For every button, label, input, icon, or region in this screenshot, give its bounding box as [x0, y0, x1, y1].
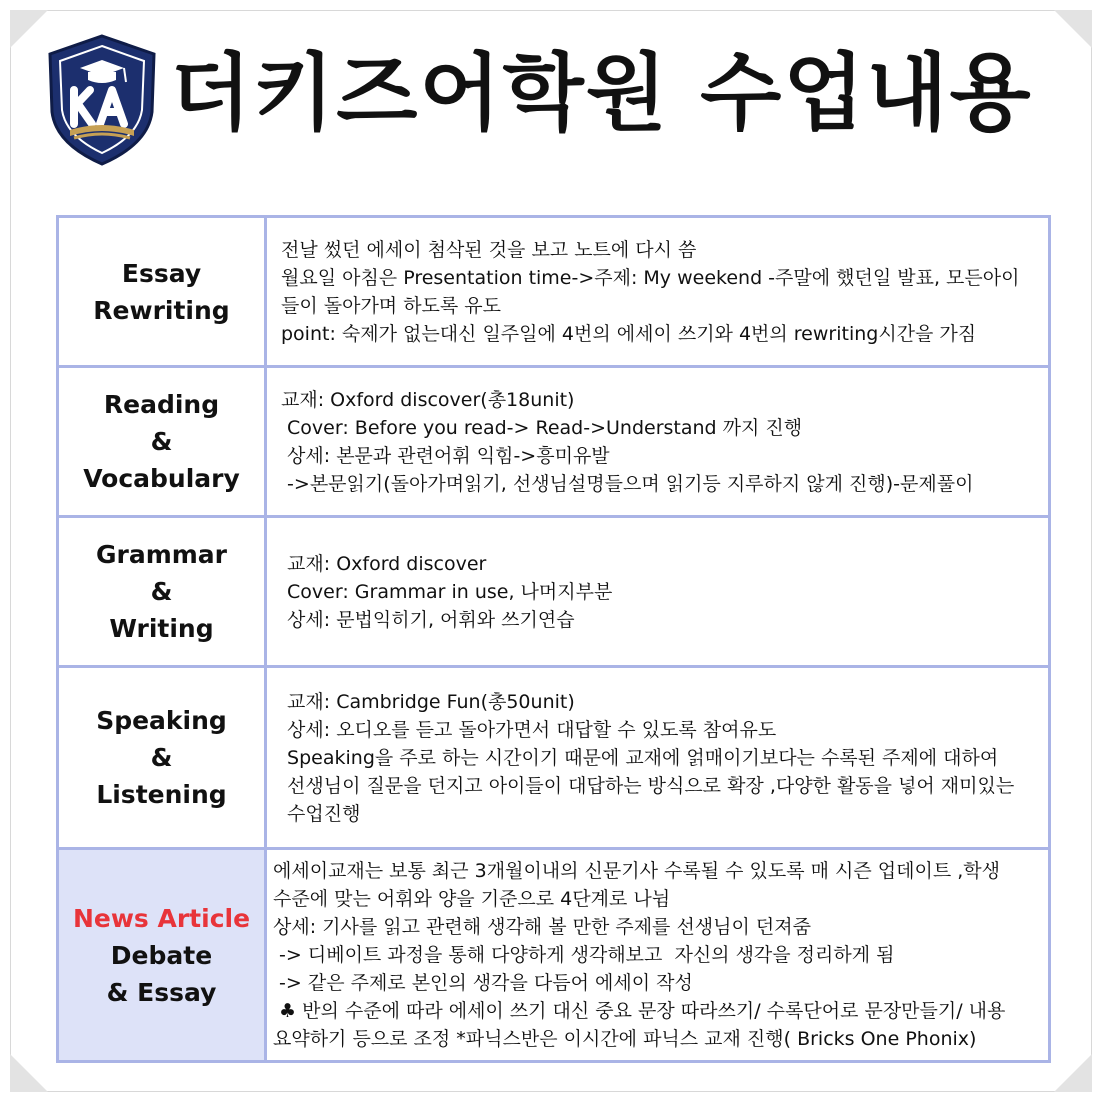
subject-cell — [58, 849, 266, 1062]
curriculum-table — [56, 215, 1051, 1063]
academy-shield-logo-icon — [44, 32, 160, 168]
page-corner-fold — [1054, 1054, 1092, 1092]
subject-label: Writing — [109, 614, 214, 643]
description-line: Cover: Grammar in use, 나머지부분 — [281, 580, 613, 603]
subject-label: Reading — [103, 390, 220, 419]
page-corner-fold — [10, 1054, 48, 1092]
description-line: 선생님이 질문을 던지고 아이들이 대답하는 방식으로 확장 ,다양한 활동을 넣어 재미있는 — [281, 774, 1015, 797]
description-line: 교재: Oxford discover(총18unit) — [281, 388, 575, 411]
description-line: 월요일 아침은 Presentation time->주제: My weekend -주말에 했던일 발표, 모든아이 — [281, 266, 1020, 289]
description-line: 교재: Oxford discover — [281, 552, 487, 575]
subject-cell — [58, 517, 266, 667]
description-line: ->본문읽기(돌아가며읽기, 선생님설명들으며 읽기등 지루하지 않게 진행)-문제풀이 — [281, 472, 974, 495]
description-line: 상세: 기사를 읽고 관련해 생각해 볼 만한 주제를 선생님이 던져줌 — [273, 916, 811, 938]
description-line: Cover: Before you read-> Read->Understand 까지 진행 — [281, 416, 803, 439]
description-line: 에세이교재는 보통 최근 3개월이내의 신문기사 수록될 수 있도록 매 시즌 업데이트 ,학생 — [273, 860, 1000, 882]
description-cell — [266, 217, 1050, 367]
description-line: 상세: 문법익히기, 어휘와 쓰기연습 — [281, 608, 575, 631]
page-corner-fold — [10, 10, 48, 48]
subject-label: Debate — [110, 940, 213, 970]
subject-label: Grammar — [95, 540, 228, 569]
page-corner-fold — [1054, 10, 1092, 48]
description-line: ♣ 반의 수준에 따라 에세이 쓰기 대신 중요 문장 따라쓰기/ 수록단어로 문장만들기/ 내용 — [273, 1000, 1006, 1022]
description-line: 교재: Cambridge Fun(총50unit) — [281, 690, 575, 713]
subject-label: & — [150, 743, 173, 772]
description-line: -> 디베이트 과정을 통해 다양하게 생각해보고 자신의 생각을 정리하게 됨 — [273, 944, 895, 966]
description-line: 수준에 맞는 어휘와 양을 기준으로 4단계로 나뉨 — [273, 888, 671, 910]
subject-cell — [58, 667, 266, 849]
description-line: point: 숙제가 없는대신 일주일에 4번의 에세이 쓰기와 4번의 rewriting시간을 가짐 — [281, 322, 977, 345]
description-line: 요약하기 등으로 조정 *파닉스반은 이시간에 파닉스 교재 진행( Bricks One Phonix) — [273, 1028, 977, 1050]
table-row — [58, 517, 1050, 667]
table-row — [58, 217, 1050, 367]
description-line: 들이 돌아가며 하도록 유도 — [281, 294, 502, 317]
subject-cell — [58, 367, 266, 517]
description-cell — [266, 517, 1050, 667]
description-line: 수업진행 — [281, 802, 361, 825]
subject-label: Vocabulary — [83, 464, 240, 493]
page-title: 더키즈어학원 수업내용 — [170, 44, 1033, 142]
description-line: Speaking을 주로 하는 시간이기 때문에 교재에 얽매이기보다는 수록된 주제에 대하여 — [281, 746, 999, 769]
description-line: 전날 썼던 에세이 첨삭된 것을 보고 노트에 다시 씀 — [281, 238, 697, 261]
subject-label: & — [150, 427, 173, 456]
subject-label-highlight: News Article — [72, 903, 251, 933]
subject-label: & — [150, 577, 173, 606]
table-row — [58, 667, 1050, 849]
subject-label: Speaking — [96, 706, 227, 735]
description-line: -> 같은 주제로 본인의 생각을 다듬어 에세이 작성 — [273, 972, 693, 994]
description-cell — [266, 667, 1050, 849]
description-cell — [266, 367, 1050, 517]
description-line: 상세: 본문과 관련어휘 익힘->흥미유발 — [281, 444, 610, 467]
table-row — [58, 849, 1050, 1062]
subject-label: Listening — [96, 780, 227, 809]
subject-label: Essay — [121, 258, 202, 288]
subject-label: Rewriting — [93, 295, 230, 325]
table-row — [58, 367, 1050, 517]
description-cell — [266, 849, 1050, 1062]
subject-cell — [58, 217, 266, 367]
subject-label: & Essay — [106, 977, 217, 1007]
description-line: 상세: 오디오를 듣고 돌아가면서 대답할 수 있도록 참여유도 — [281, 718, 777, 741]
